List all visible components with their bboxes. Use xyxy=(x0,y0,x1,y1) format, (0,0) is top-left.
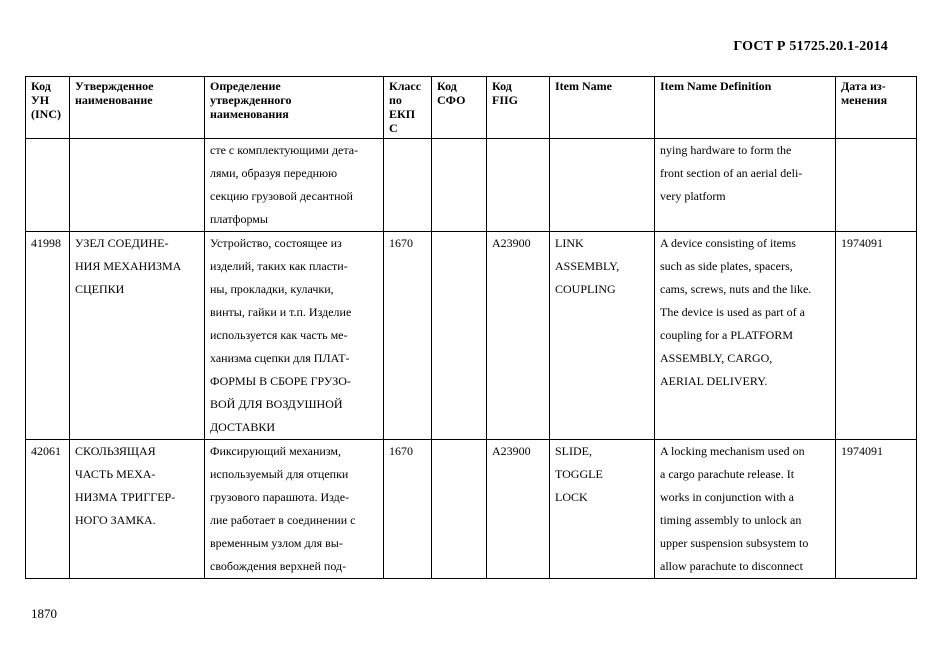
cell-text-line: LINK xyxy=(555,236,584,250)
cell-text-line: ЧАСТЬ МЕХА- xyxy=(75,467,156,481)
cell-code-sfo xyxy=(432,139,487,232)
cell-text-line: SLIDE, xyxy=(555,444,592,458)
cell-item-name xyxy=(550,232,655,440)
cell-text-line: используется как часть ме- xyxy=(210,328,348,342)
cell-code-fiig xyxy=(487,232,550,440)
cell-approved-definition xyxy=(205,440,384,579)
page-number: 1870 xyxy=(31,606,57,621)
cell-text-line: A23900 xyxy=(492,444,531,458)
cell-text-line: cams, screws, nuts and the like. xyxy=(660,282,812,296)
cell-code-fiig xyxy=(487,440,550,579)
cell-item-name xyxy=(550,440,655,579)
cell-approved-name xyxy=(70,440,205,579)
cell-text-line: свобождения верхней под- xyxy=(210,559,347,573)
cell-text-line: nying hardware to form the xyxy=(660,143,792,157)
cell-text-line: ханизма сцепки для ПЛАТ- xyxy=(210,351,350,365)
cell-text-line: ВОЙ ДЛЯ ВОЗДУШНОЙ xyxy=(210,397,343,411)
cell-item-name-definition xyxy=(655,139,836,232)
cell-text-line: very platform xyxy=(660,189,726,203)
cell-item-name-definition xyxy=(655,440,836,579)
cell-text-line: A device consisting of items xyxy=(660,236,796,250)
cell-text-line: НИЯ МЕХАНИЗМА xyxy=(75,259,182,273)
cell-text-line: ФОРМЫ В СБОРЕ ГРУЗО- xyxy=(210,374,351,388)
table-header-row xyxy=(26,77,917,139)
header-item-name: Item Name xyxy=(550,77,655,139)
cell-text-line: Устройство, состоящее из xyxy=(210,236,342,250)
cell-text-line: upper suspension subsystem to xyxy=(660,536,809,550)
header-code-un: Код УН (INC) xyxy=(26,77,70,139)
cell-item-name xyxy=(550,139,655,232)
cell-text-line: The device is used as part of a xyxy=(660,305,805,319)
cell-text-line: используемый для отцепки xyxy=(210,467,349,481)
cell-text-line: изделий, таких как пласти- xyxy=(210,259,348,273)
table-body xyxy=(26,139,917,579)
header-class-ekps: Класс по ЕКП С xyxy=(384,77,432,139)
cell-text-line: coupling for a PLATFORM xyxy=(660,328,793,342)
cell-text-line: СЦЕПКИ xyxy=(75,282,125,296)
cell-text-line: НОГО ЗАМКА. xyxy=(75,513,156,527)
cell-text-line: винты, гайки и т.п. Изделие xyxy=(210,305,352,319)
cell-code-sfo xyxy=(432,440,487,579)
cell-text-line: 42061 xyxy=(31,444,61,458)
cell-approved-definition xyxy=(205,232,384,440)
cell-text-line: Фиксирующий механизм, xyxy=(210,444,342,458)
cell-text-line: ДОСТАВКИ xyxy=(210,420,276,434)
cell-text-line: СКОЛЬЗЯЩАЯ xyxy=(75,444,156,458)
cell-text-line: a cargo parachute release. It xyxy=(660,467,795,481)
cell-text-line: лями, образуя переднюю xyxy=(210,166,338,180)
cell-text-line: allow parachute to disconnect xyxy=(660,559,803,573)
table-row xyxy=(26,232,917,440)
cell-class-ekps xyxy=(384,139,432,232)
cell-text-line: A locking mechanism used on xyxy=(660,444,805,458)
cell-text-line: сте с комплектующими дета- xyxy=(210,143,359,157)
cell-code-un xyxy=(26,232,70,440)
cell-text-line: LOCK xyxy=(555,490,588,504)
cell-code-un xyxy=(26,139,70,232)
cell-text-line: 1670 xyxy=(389,236,413,250)
cell-code-un xyxy=(26,440,70,579)
cell-text-line: 1974091 xyxy=(841,444,883,458)
cell-approved-name xyxy=(70,232,205,440)
cell-text-line: секцию грузовой десантной xyxy=(210,189,353,203)
cell-text-line: such as side plates, spacers, xyxy=(660,259,793,273)
cell-class-ekps xyxy=(384,440,432,579)
cell-text-line: лие работает в соединении с xyxy=(210,513,356,527)
table-row xyxy=(26,440,917,579)
cell-code-fiig xyxy=(487,139,550,232)
registry-table xyxy=(25,76,917,579)
table-row xyxy=(26,139,917,232)
header-code-fiig: Код FIIG xyxy=(487,77,550,139)
header-approved-name: Утвержденное наименование xyxy=(70,77,205,139)
cell-text-line: works in conjunction with a xyxy=(660,490,794,504)
header-change-date: Дата из- менения xyxy=(836,77,917,139)
cell-text-line: COUPLING xyxy=(555,282,616,296)
cell-change-date xyxy=(836,139,917,232)
header-item-name-definition: Item Name Definition xyxy=(655,77,836,139)
cell-change-date xyxy=(836,232,917,440)
cell-approved-name xyxy=(70,139,205,232)
cell-text-line: НИЗМА ТРИГГЕР- xyxy=(75,490,176,504)
cell-text-line: грузового парашюта. Изде- xyxy=(210,490,350,504)
cell-text-line: AERIAL DELIVERY. xyxy=(660,374,768,388)
cell-text-line: ны, прокладки, кулачки, xyxy=(210,282,334,296)
cell-text-line: timing assembly to unlock an xyxy=(660,513,802,527)
header-approved-definition: Определение утвержденного наименования xyxy=(205,77,384,139)
cell-text-line: платформы xyxy=(210,212,268,226)
cell-text-line: TOGGLE xyxy=(555,467,603,481)
cell-text-line: 1974091 xyxy=(841,236,883,250)
cell-code-sfo xyxy=(432,232,487,440)
cell-text-line: front section of an aerial deli- xyxy=(660,166,803,180)
cell-approved-definition xyxy=(205,139,384,232)
cell-change-date xyxy=(836,440,917,579)
cell-text-line: 1670 xyxy=(389,444,413,458)
header-code-sfo: Код СФО xyxy=(432,77,487,139)
cell-text-line: временным узлом для вы- xyxy=(210,536,343,550)
cell-text-line: ASSEMBLY, xyxy=(555,259,620,273)
cell-text-line: ASSEMBLY, CARGO, xyxy=(660,351,773,365)
document-standard-header: ГОСТ Р 51725.20.1-2014 xyxy=(733,39,888,54)
cell-class-ekps xyxy=(384,232,432,440)
cell-item-name-definition xyxy=(655,232,836,440)
cell-text-line: УЗЕЛ СОЕДИНЕ- xyxy=(75,236,169,250)
cell-text-line: A23900 xyxy=(492,236,531,250)
cell-text-line: 41998 xyxy=(31,236,61,250)
